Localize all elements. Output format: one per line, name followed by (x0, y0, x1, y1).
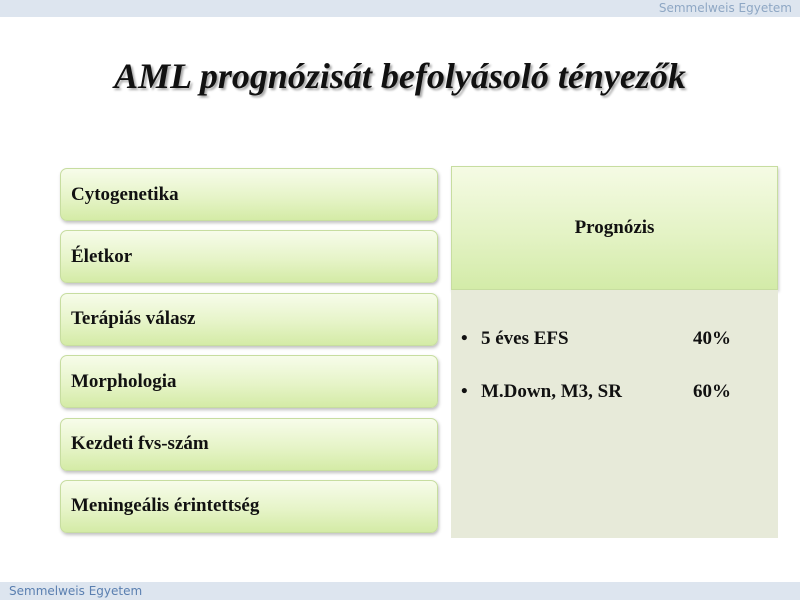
slide-title: AML prognózisát befolyásoló tényezők (114, 56, 686, 96)
footer-brand: Semmelweis Egyetem (9, 584, 143, 598)
header-brand: Semmelweis Egyetem (658, 1, 792, 15)
prognosis-item-value: 40% (693, 328, 731, 349)
bottom-bar (0, 582, 800, 600)
prognosis-item-label: M.Down, M3, SR (481, 381, 622, 402)
factor-item-cytogenetika: Cytogenetika (60, 168, 438, 221)
bullet-icon: • (461, 328, 468, 349)
bullet-icon: • (461, 381, 468, 402)
prognosis-item-label: 5 éves EFS (481, 328, 569, 349)
factor-item-eletkor: Életkor (60, 230, 438, 283)
factor-item-meningealis-erintettseg: Meningeális érintettség (60, 480, 438, 533)
factor-list (60, 168, 438, 542)
factor-item-terapias-valasz: Terápiás válasz (60, 293, 438, 346)
prognosis-item-value: 60% (693, 381, 731, 402)
factor-item-morphologia: Morphologia (60, 355, 438, 408)
prognosis-body (451, 290, 778, 538)
top-bar (0, 0, 800, 17)
prognosis-header: Prognózis (451, 166, 778, 290)
factor-item-kezdeti-fvs-szam: Kezdeti fvs-szám (60, 418, 438, 471)
